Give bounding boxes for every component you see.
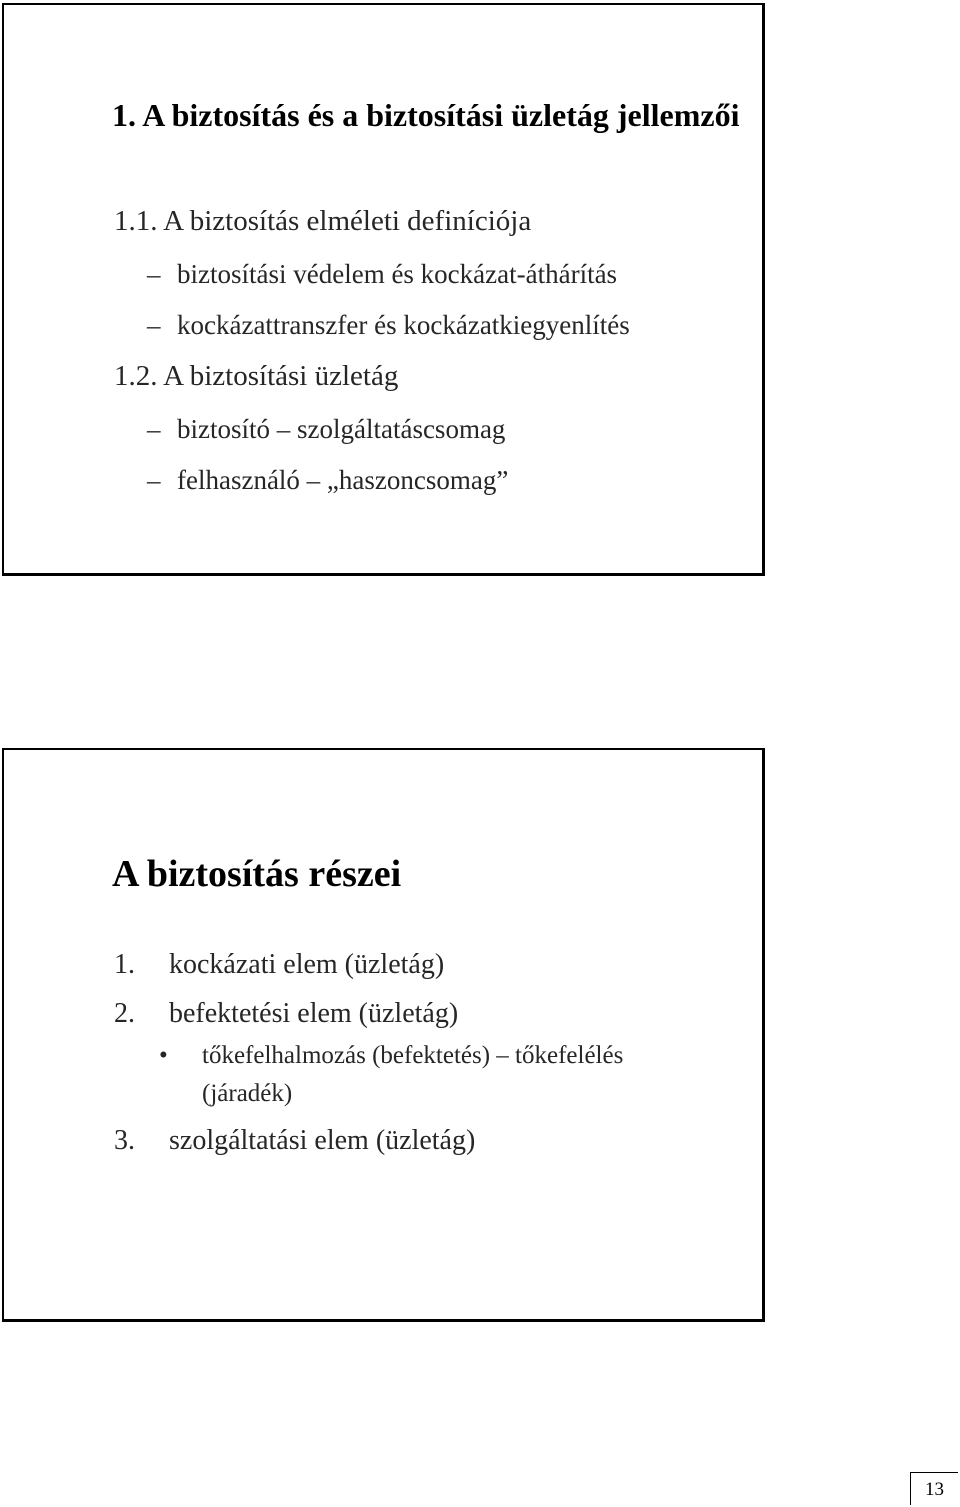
list-item-text: felhasználó – „haszoncsomag” <box>177 465 509 495</box>
item-number: 1. <box>114 949 135 980</box>
numbered-item-2 <box>114 998 458 1030</box>
item-text: szolgáltatási elem (üzletág) <box>169 1125 476 1156</box>
list-item-text: biztosítási védelem és kockázat-áthárítás <box>177 259 618 289</box>
section-heading-1-2 <box>114 360 398 393</box>
dash-icon: – <box>147 465 161 495</box>
list-item-text: kockázattranszfer és kockázatkiegyenlítés <box>177 310 630 340</box>
section-heading-1-1 <box>114 205 531 238</box>
slide-1-title: 1. A biztosítás és a biztosítási üzletág jellemzői <box>112 97 740 133</box>
item-text: kockázati elem (üzletág) <box>169 949 445 980</box>
dash-icon: – <box>147 310 161 340</box>
item-number: 2. <box>114 998 135 1029</box>
slide-1 <box>2 3 765 576</box>
list-item <box>147 259 617 290</box>
bullet-icon: • <box>159 1042 168 1069</box>
list-item <box>147 414 505 445</box>
numbered-item-1 <box>114 949 444 981</box>
slide-2-title: A biztosítás részei <box>112 853 402 895</box>
dash-icon: – <box>147 259 161 289</box>
slide-2 <box>2 748 765 1322</box>
item-number: 3. <box>114 1125 135 1156</box>
list-item <box>147 465 508 496</box>
bullet-item-text: tőkefelhalmozás (befektetés) – tőkefelélés <box>202 1042 624 1069</box>
list-item-text: biztosító – szolgáltatáscsomag <box>177 414 506 444</box>
section-heading-1-1-text: 1.1. A biztosítás elméleti definíciója <box>114 205 532 237</box>
page-number: 13 <box>910 1472 958 1505</box>
list-item <box>147 310 630 341</box>
bullet-item-continuation-text: (járadék) <box>202 1080 293 1107</box>
bullet-item <box>159 1042 623 1070</box>
section-heading-1-2-text: 1.2. A biztosítási üzletág <box>114 360 399 392</box>
item-text: befektetési elem (üzletág) <box>169 998 459 1029</box>
dash-icon: – <box>147 414 161 444</box>
bullet-item-continuation <box>202 1080 292 1108</box>
numbered-item-3 <box>114 1125 475 1157</box>
